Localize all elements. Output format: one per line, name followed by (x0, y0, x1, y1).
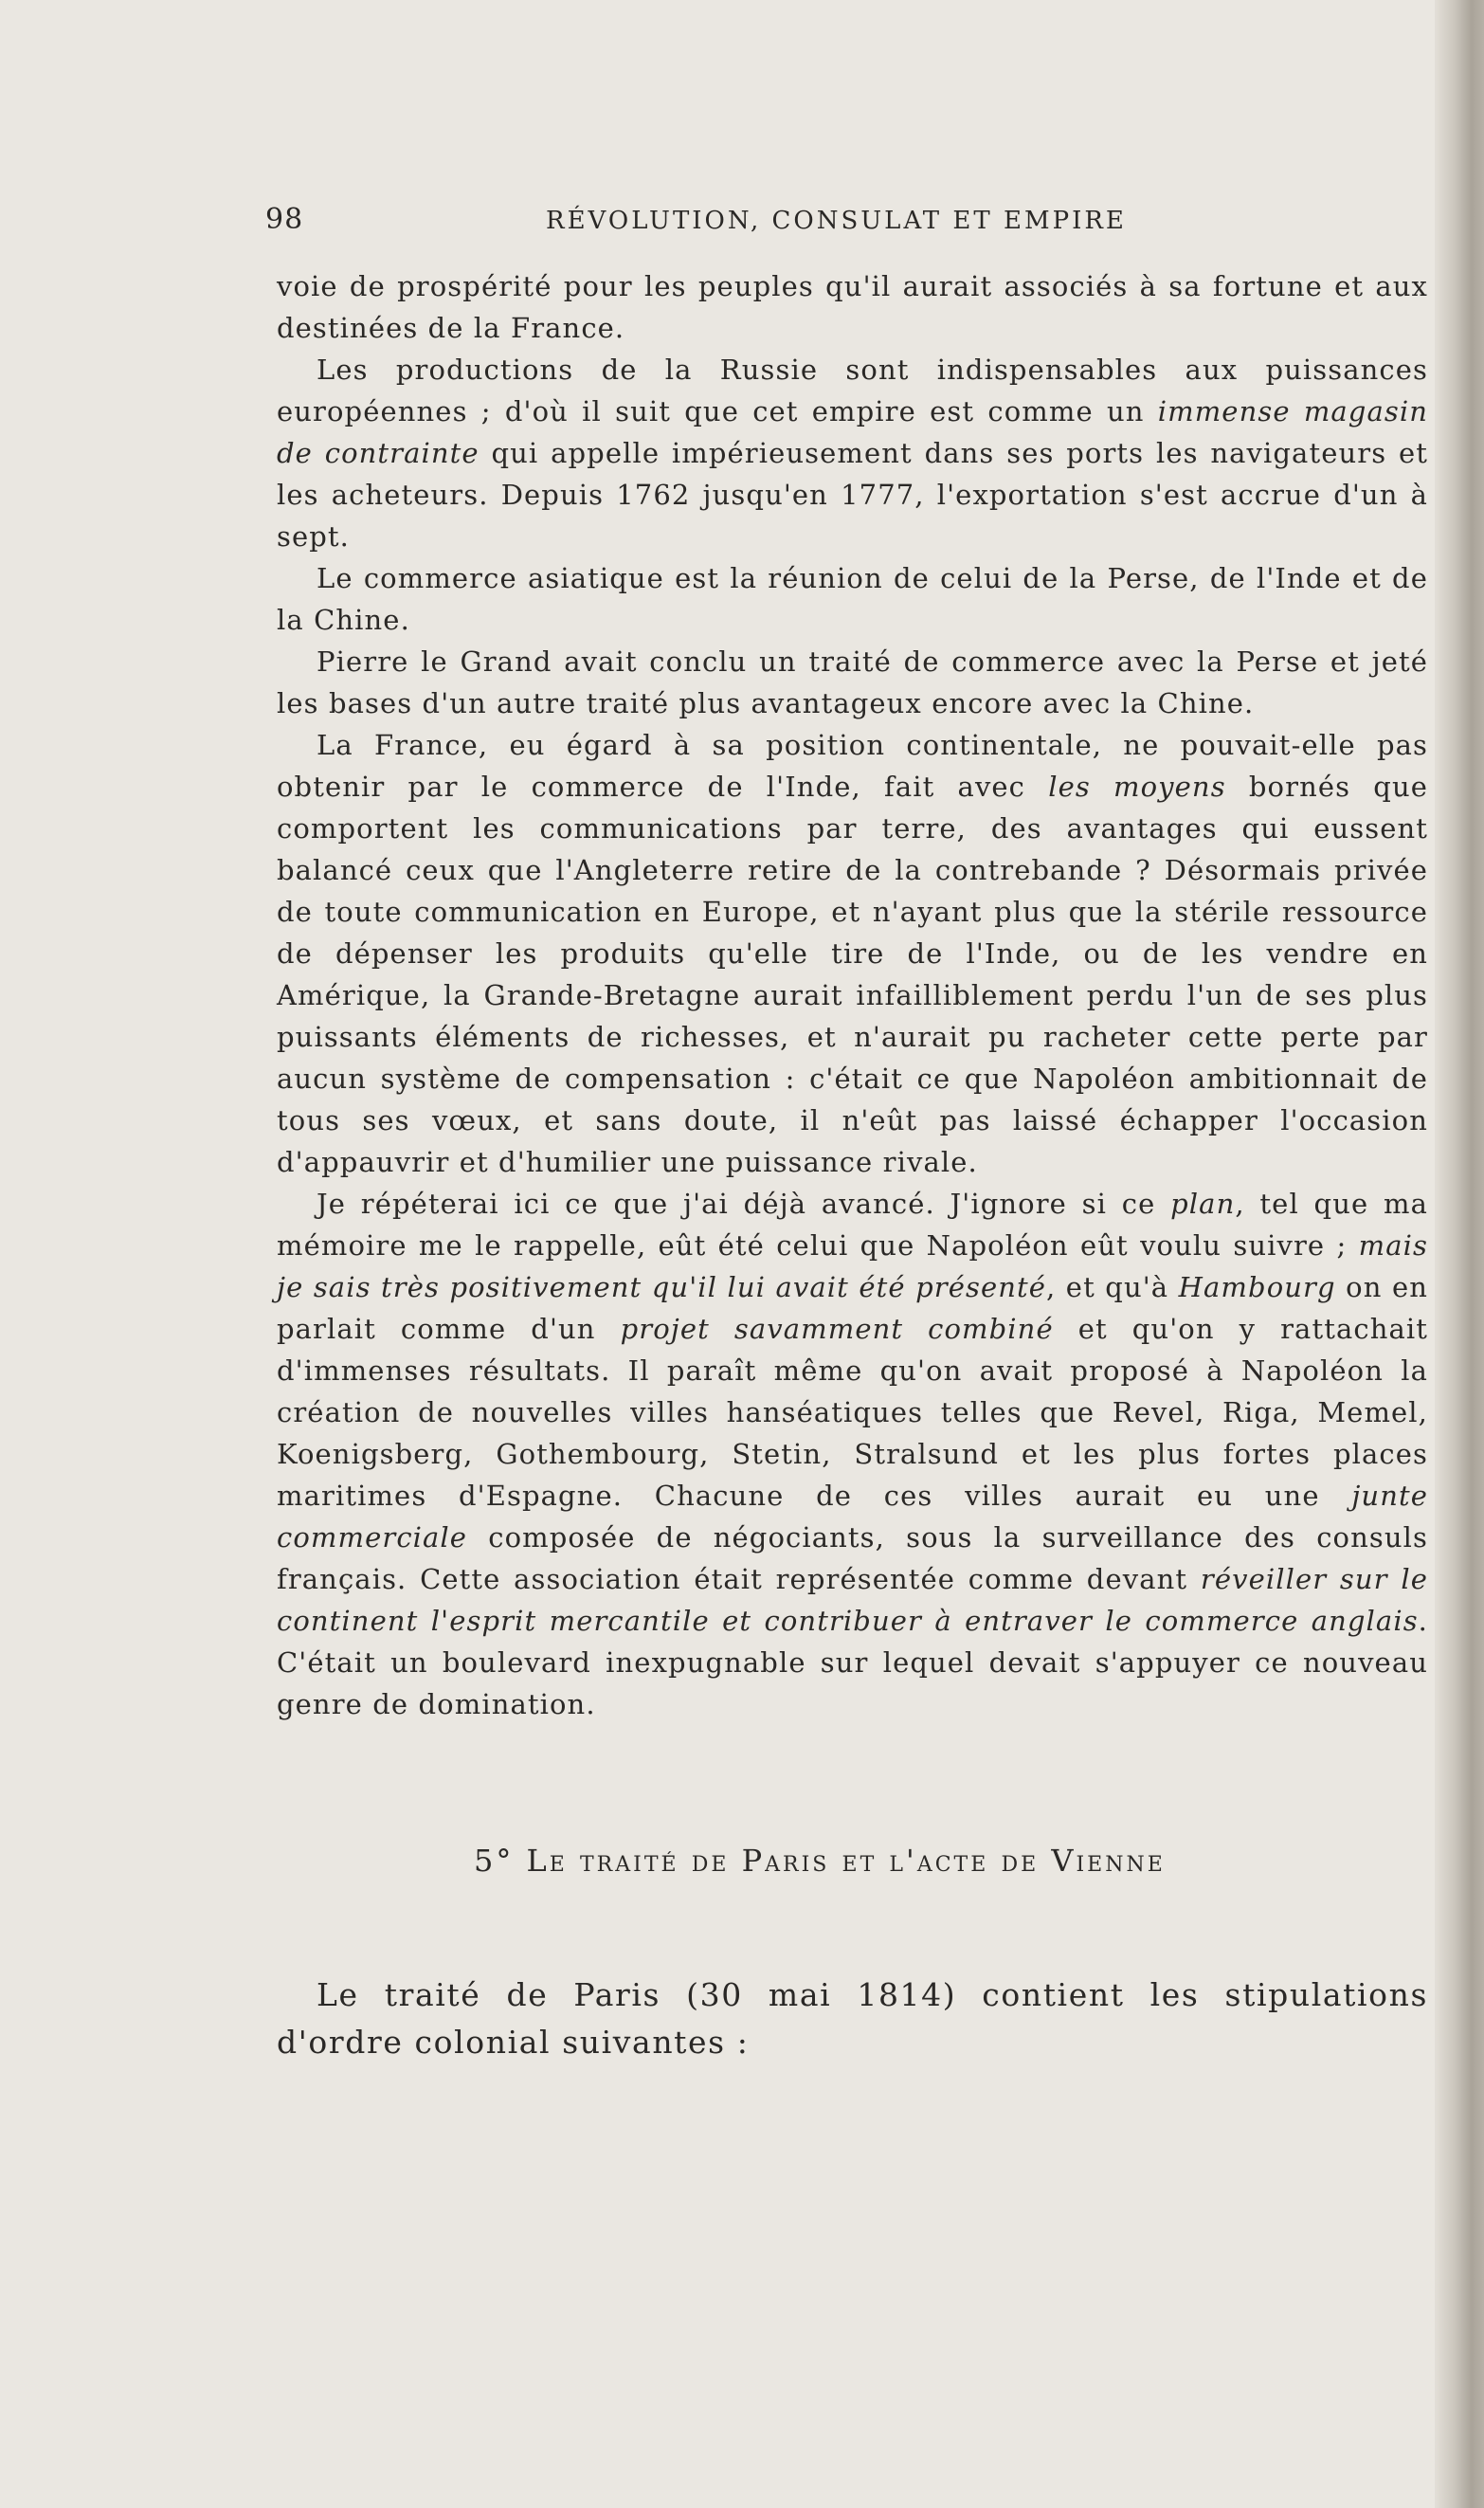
body-text (277, 265, 1428, 1725)
page-edge-shadow (1435, 0, 1484, 2508)
text-run: on en parlait comme d'un (277, 1271, 1428, 1345)
closing-paragraph (277, 1972, 1428, 2066)
paragraph (277, 1183, 1428, 1725)
paragraph (277, 557, 1428, 641)
page-number: 98 (265, 203, 304, 236)
italic-run: mais je sais très positivement qu'il lui avait été présenté (277, 1229, 1428, 1303)
text-run: voie de prospérité pour les peuples qu'il aurait associés à sa fortune et aux destinées de la France. (277, 270, 1428, 344)
text-run: Le commerce asiatique est la réunion de celui de la Perse, de l'Inde et de la Chine. (277, 562, 1428, 636)
paragraph (277, 641, 1428, 724)
page-header (265, 203, 1403, 241)
paragraph (277, 724, 1428, 1183)
text-run: composée de négociants, sous la surveillance des consuls français. Cette association était représentée comme devant (277, 1521, 1428, 1595)
text-run: qui appelle impérieusement dans ses ports les navigateurs et les acheteurs. Depuis 1762 jusqu'en 1777, l'exportation s'est accrue d'un à sept. (277, 437, 1429, 553)
running-title: RÉVOLUTION, CONSULAT ET EMPIRE (546, 207, 1127, 235)
italic-run: immense magasin de contrainte (277, 395, 1428, 469)
paragraph: Le traité de Paris (30 mai 1814) contient les stipulations d'ordre colonial suivantes : (277, 1976, 1428, 2061)
text-run: La France, eu égard à sa position continentale, ne pouvait-elle pas obtenir par le commerce de l'Inde, fait avec (277, 729, 1428, 803)
section-title: 5° Le traité de Paris et l'acte de Vienne (474, 1843, 1166, 1879)
paragraph (277, 349, 1428, 557)
text-run: et qu'on y rattachait d'immenses résultats. Il paraît même qu'on avait proposé à Napoléon la création de nouvelles villes hanséatiques telles que Revel, Riga, Memel, Koenigsberg, Gothembourg, Stetin, Stralsund et les plus fortes places maritimes d'Espagne. Chacune de ces villes aurait eu une (277, 1313, 1428, 1512)
text-run: . C'était un boulevard inexpugnable sur lequel devait s'appuyer ce nouveau genre de domination. (277, 1605, 1428, 1720)
paragraph (277, 265, 1428, 349)
italic-run: junte commerciale (277, 1480, 1428, 1554)
text-run: Les productions de la Russie sont indispensables aux puissances européennes ; d'où il suit que cet empire est comme un (277, 354, 1428, 427)
italic-run: les moyens (1048, 771, 1226, 803)
italic-run: réveiller sur le continent l'esprit mercantile et contribuer à entraver le commerce anglais (277, 1563, 1428, 1637)
text-run: , et qu'à (1046, 1271, 1179, 1303)
italic-run: projet savamment combiné (620, 1313, 1054, 1345)
text-run: Pierre le Grand avait conclu un traité de commerce avec la Perse et jeté les bases d'un autre traité plus avantageux encore avec la Chine. (277, 645, 1428, 719)
text-run: Je répéterai ici ce que j'ai déjà avancé. J'ignore si ce (317, 1188, 1171, 1220)
text-run: bornés que comportent les communications par terre, des avantages qui eussent balancé ceux que l'Angleterre retire de la contrebande ? Désormais privée de toute communication en Europe, et n'ayant plus que la stérile ressource de dépenser les produits qu'elle tire de l'Inde, ou de les vendre en Amérique, la Grande-Bretagne aurait infailliblement perdu l'un de ses plus puissants éléments de richesses, et n'aurait pu racheter cette perte par aucun système de compensation : c'était ce que Napoléon ambitionnait de tous ses vœux, et sans doute, il n'eût pas laissé échapper l'occasion d'appauvrir et d'humilier une puissance rivale. (277, 771, 1428, 1178)
text-run: , tel que ma mémoire me le rappelle, eût été celui que Napoléon eût voulu suivre ; (277, 1188, 1428, 1262)
italic-run: Hambourg (1178, 1271, 1336, 1303)
italic-run: plan (1170, 1188, 1236, 1220)
